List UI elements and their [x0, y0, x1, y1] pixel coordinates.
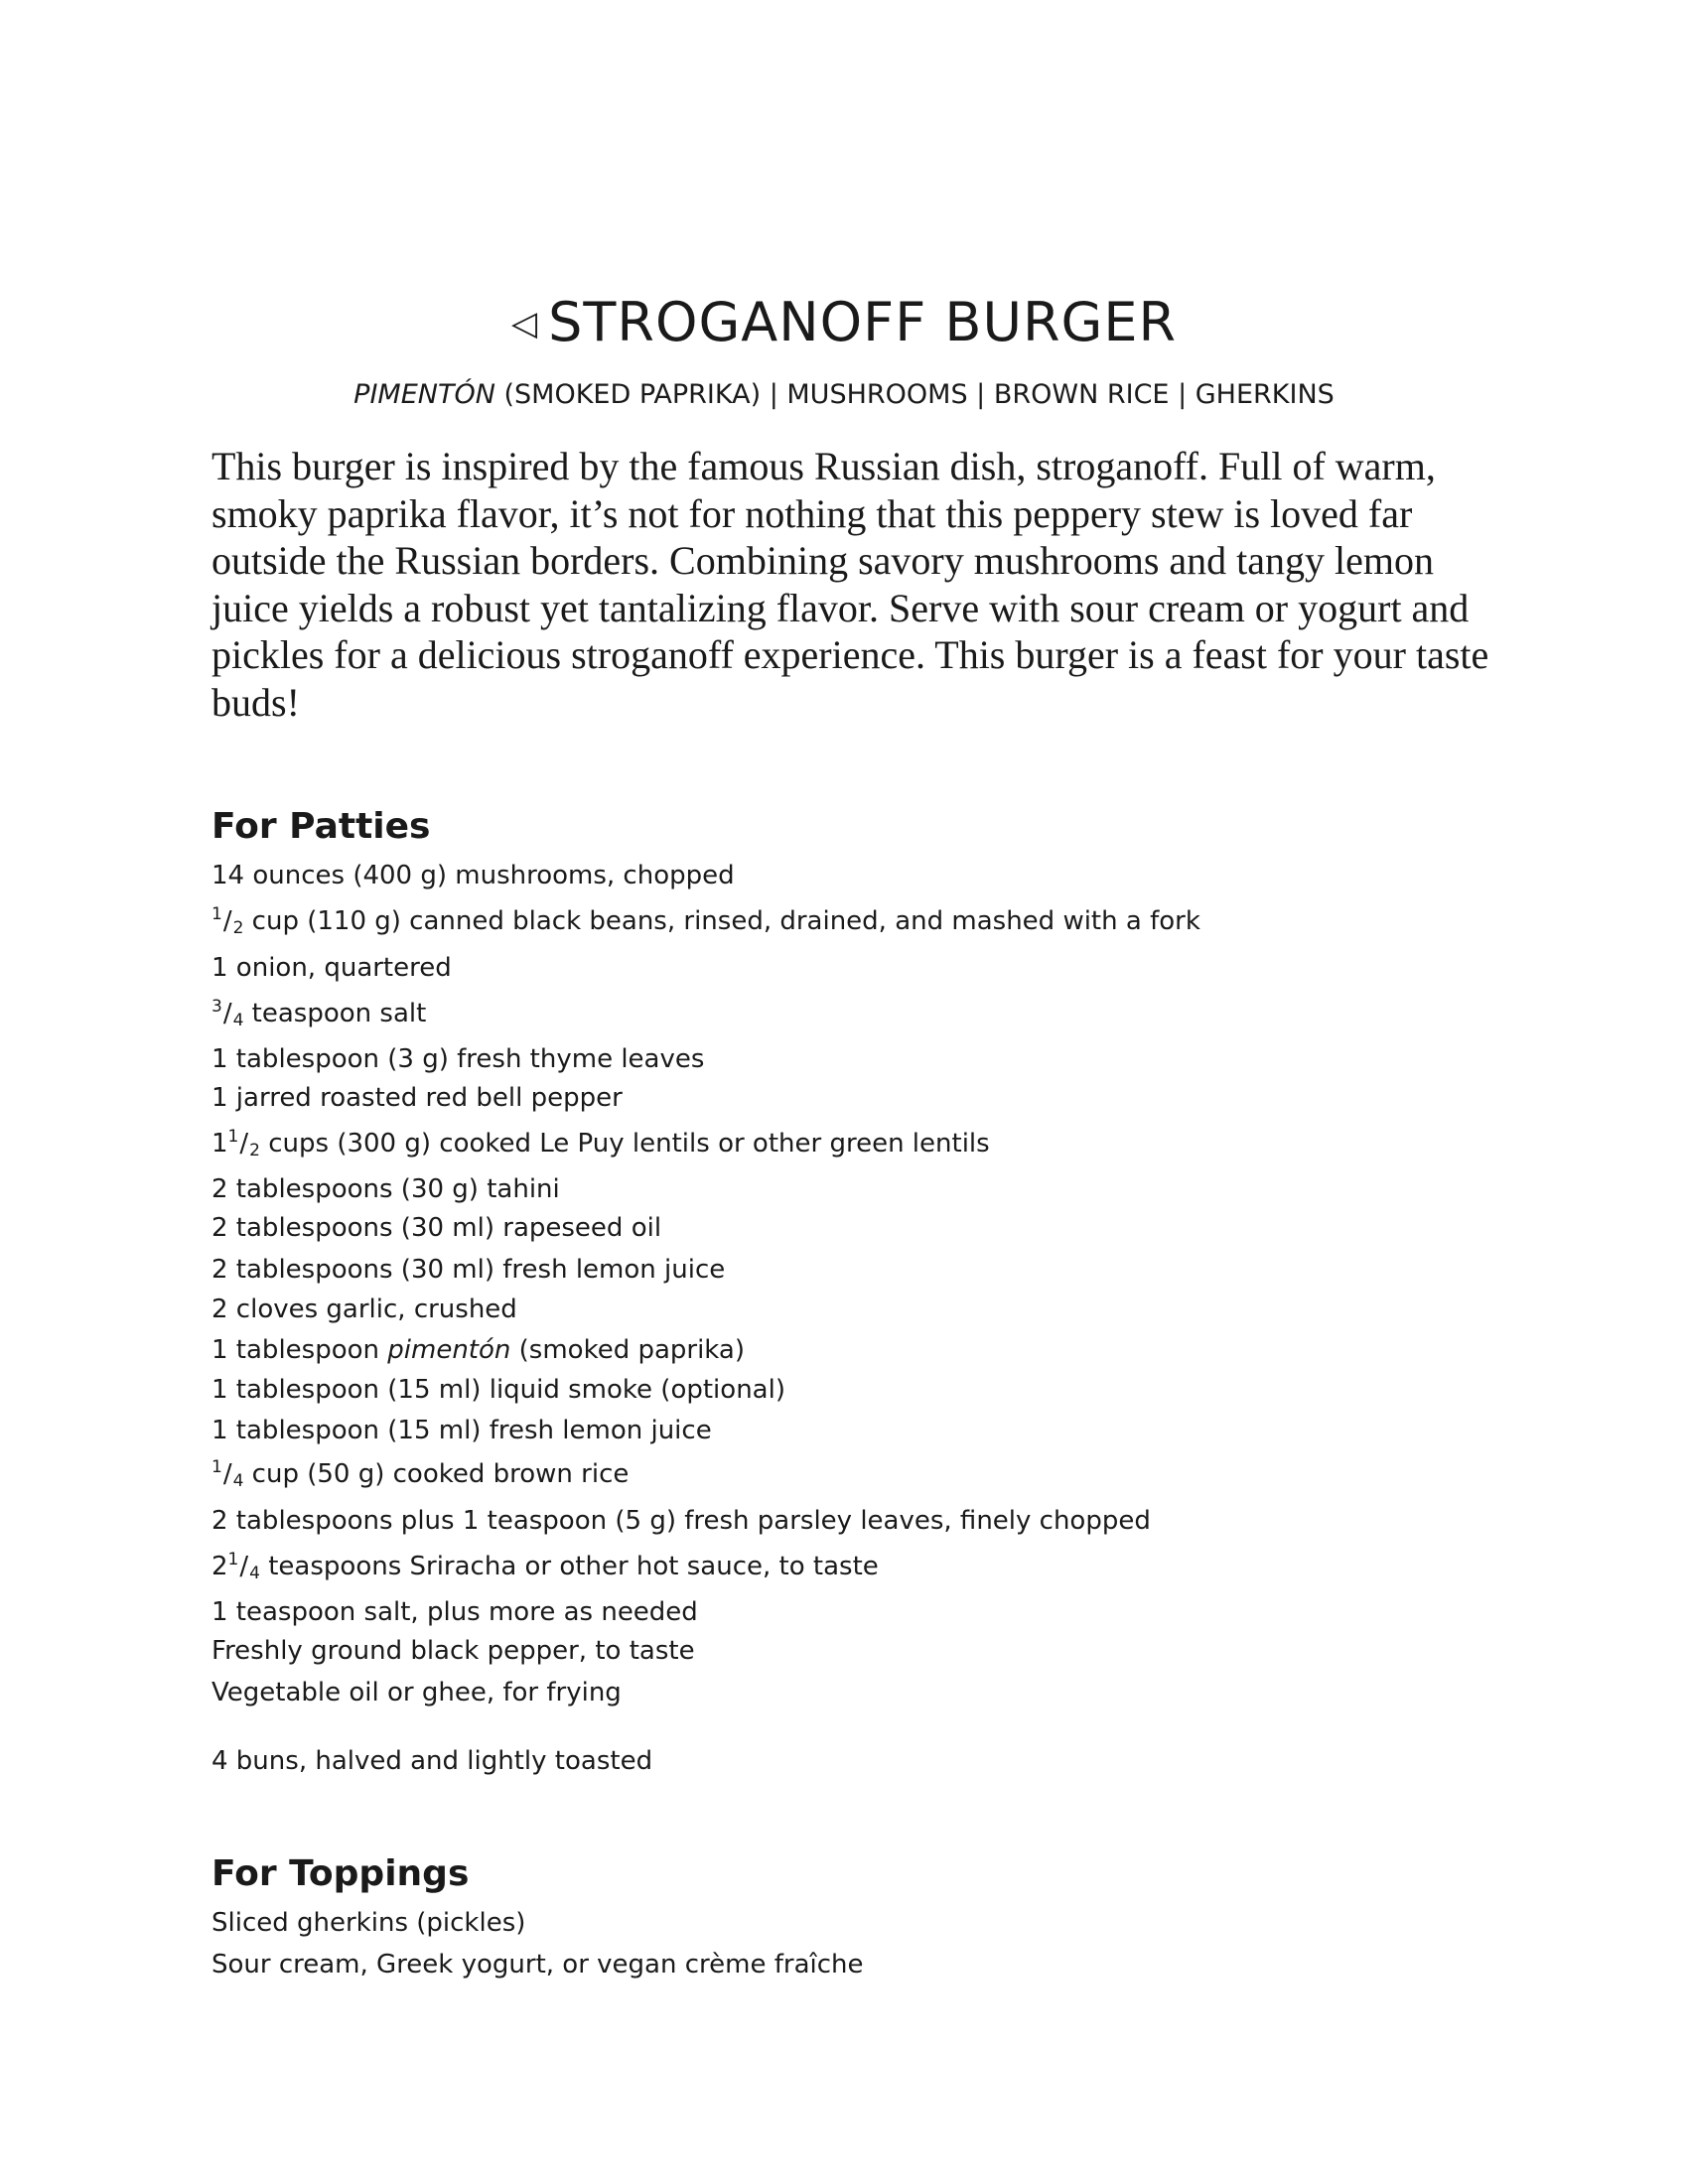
subtitle-italic: PIMENTÓN — [353, 379, 495, 410]
toppings-heading: For Toppings — [211, 1853, 470, 1894]
ingredient-item: 1 jarred roasted red bell pepper — [211, 1083, 623, 1113]
page-title — [0, 288, 1688, 358]
fraction: $^3/_4$ — [211, 997, 244, 1030]
ingredient-item: 1 tablespoon pimentón (smoked paprika) — [211, 1335, 745, 1365]
fraction: $^1/_2$ — [211, 904, 244, 938]
topping-item: Sliced gherkins (pickles) — [211, 1908, 526, 1938]
ingredient-item: 2 cloves garlic, crushed — [211, 1295, 517, 1324]
ingredient-item: $1^1/_2$ cups (300 g) cooked Le Puy lentils or other green lentils — [211, 1127, 990, 1160]
topping-item: Sour cream, Greek yogurt, or vegan crème fraîche — [211, 1950, 864, 1979]
intro-paragraph: This burger is inspired by the famous Russian dish, stroganoff. Full of warm, smoky paprika flavor, it’s not for nothing that this peppery stew is loved far outside the Russian borders. Combining savory mushrooms and tangy lemon juice yields a robust yet tantalizing flavor. Serve with sour cream or yogurt and pickles for a delicious stroganoff experience. This burger is a feast for your taste buds! — [211, 444, 1489, 725]
fraction: $2^1/_4$ — [211, 1550, 260, 1583]
ingredient-item: $^1/_2$ cup (110 g) canned black beans, rinsed, drained, and mashed with a fork — [211, 904, 1200, 938]
ingredient-item: 1 teaspoon salt, plus more as needed — [211, 1597, 698, 1627]
ingredient-item: 2 tablespoons (30 ml) fresh lemon juice — [211, 1255, 726, 1285]
ingredient-item: 1 tablespoon (3 g) fresh thyme leaves — [211, 1044, 705, 1074]
title-text: STROGANOFF BURGER — [548, 291, 1177, 353]
ingredient-item: 1 tablespoon (15 ml) liquid smoke (optional) — [211, 1375, 785, 1405]
patties-heading: For Patties — [211, 806, 431, 847]
ingredient-item: 2 tablespoons (30 g) tahini — [211, 1174, 560, 1204]
ingredient-item: 1 tablespoon (15 ml) fresh lemon juice — [211, 1416, 712, 1445]
ingredient-item: Freshly ground black pepper, to taste — [211, 1636, 695, 1666]
ingredient-item: $^1/_4$ cup (50 g) cooked brown rice — [211, 1457, 630, 1491]
fraction: $^1/_4$ — [211, 1457, 244, 1491]
ingredient-item: $^3/_4$ teaspoon salt — [211, 997, 427, 1030]
ingredient-item: 2 tablespoons plus 1 teaspoon (5 g) fresh parsley leaves, finely chopped — [211, 1506, 1151, 1536]
recipe-subtitle — [0, 375, 1688, 415]
ingredient-item: 14 ounces (400 g) mushrooms, chopped — [211, 861, 735, 890]
triangle-left-icon: ◁ — [511, 304, 539, 343]
ingredient-item: 2 tablespoons (30 ml) rapeseed oil — [211, 1213, 662, 1243]
subtitle-rest: (SMOKED PAPRIKA) | MUSHROOMS | BROWN RICE | GHERKINS — [494, 379, 1335, 410]
ingredient-item: Vegetable oil or ghee, for frying — [211, 1678, 622, 1707]
ingredient-item: 4 buns, halved and lightly toasted — [211, 1746, 653, 1776]
ingredient-item: 1 onion, quartered — [211, 953, 452, 983]
fraction: $1^1/_2$ — [211, 1127, 260, 1160]
ingredient-item: $2^1/_4$ teaspoons Sriracha or other hot sauce, to taste — [211, 1550, 879, 1583]
